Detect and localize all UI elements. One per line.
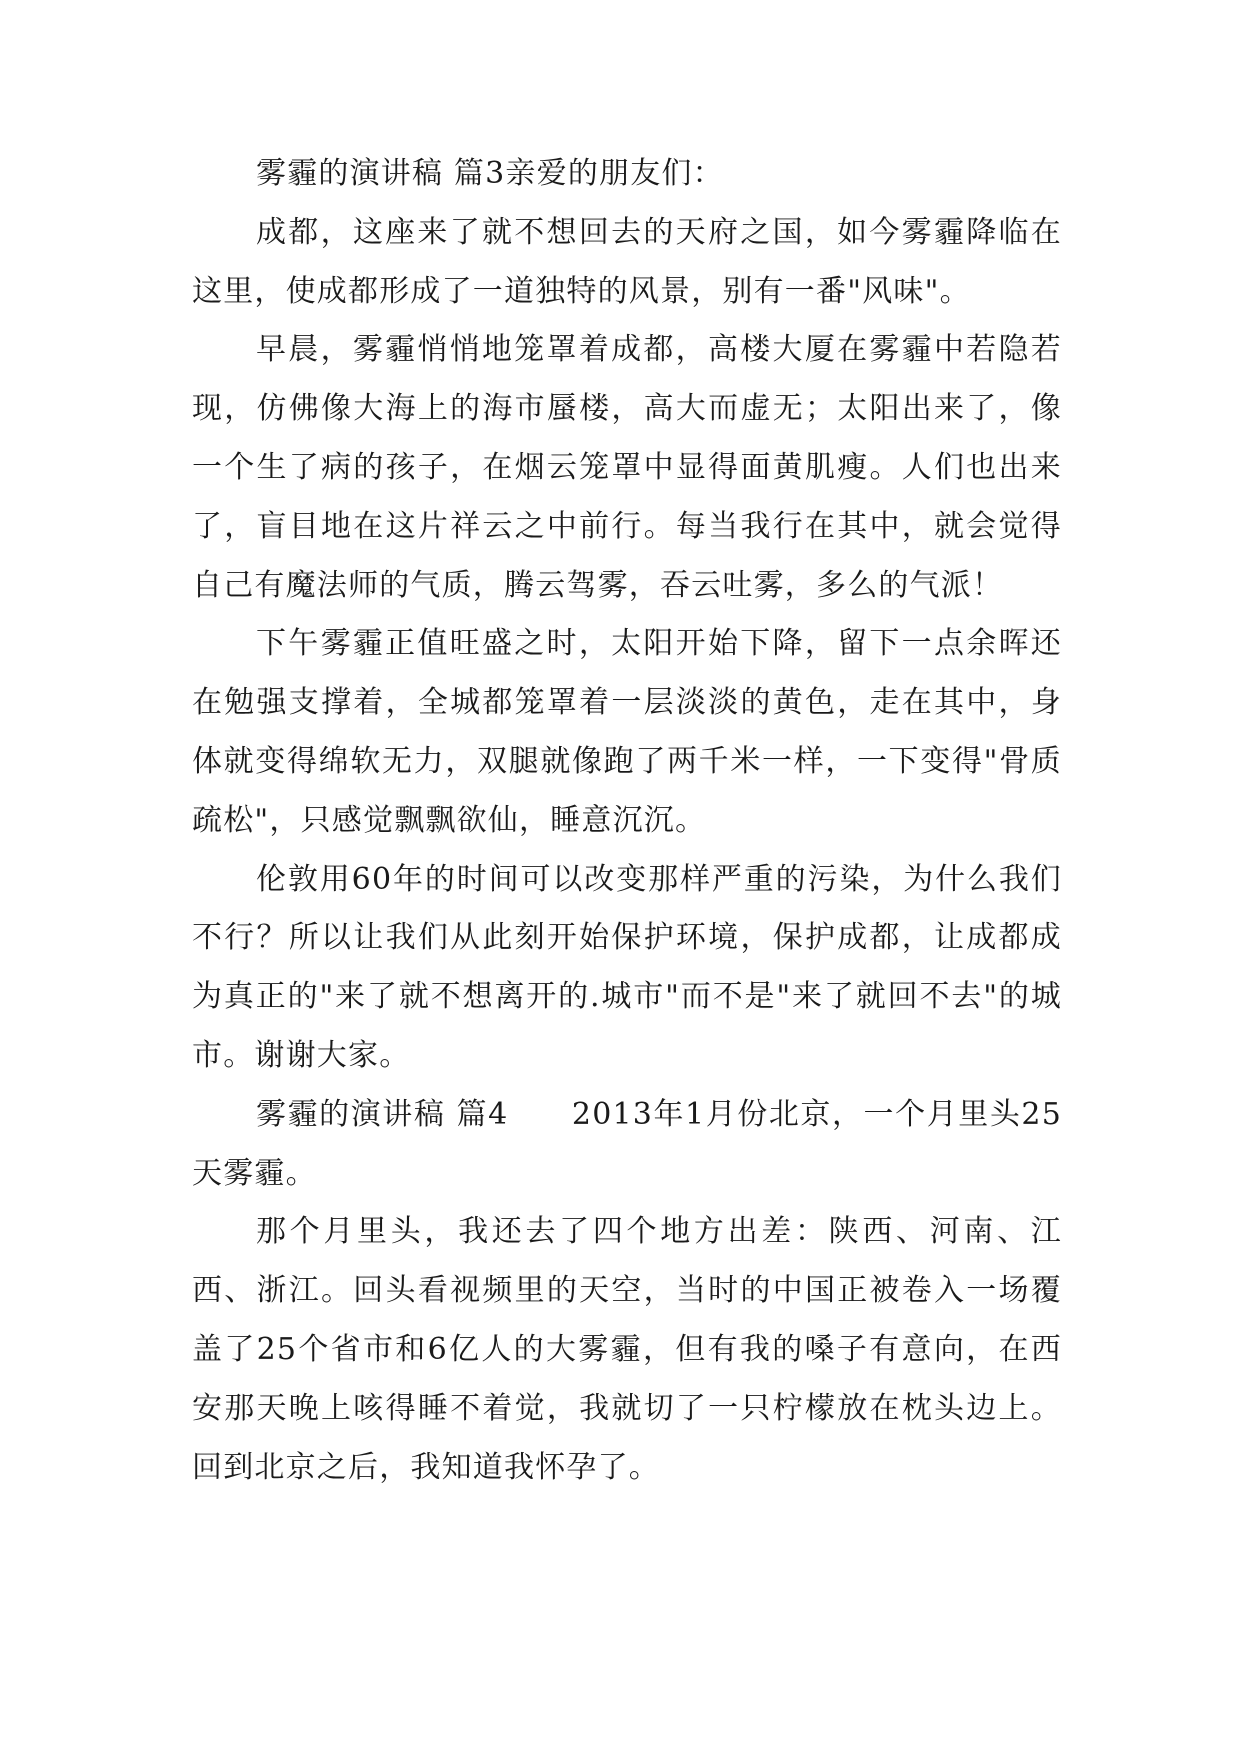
paragraph-speech-3-heading: 雾霾的演讲稿 篇3亲爱的朋友们： — [256, 156, 724, 191]
paragraph-afternoon: 下午雾霾正值旺盛之时，太阳开始下降，留下一点余晖还在勉强支撑着，全城都笼罩着一层淡淡的黄色，走在其中，身体就变得绵软无力，双腿就像跑了两千米一样，一下变得"骨质疏松"，只感觉飘飘欲仙，睡意沉沉。 — [192, 626, 1062, 838]
paragraph-speech-4-heading: 雾霾的演讲稿 篇4 2013年1月份北京，一个月里头25天雾霾。 — [192, 1096, 1062, 1191]
paragraph-morning: 早晨，雾霾悄悄地笼罩着成都，高楼大厦在雾霾中若隐若现，仿佛像大海上的海市蜃楼，高大而虚无；太阳出来了，像一个生了病的孩子，在烟云笼罩中显得面黄肌瘦。人们也出来了，盲目地在这片祥云之中前行。每当我行在其中，就会觉得自己有魔法师的气质，腾云驾雾，吞云吐雾，多么的气派！ — [192, 332, 1062, 603]
paragraph-business-trip: 那个月里头，我还去了四个地方出差：陕西、河南、江西、浙江。回头看视频里的天空，当时的中国正被卷入一场覆盖了25个省市和6亿人的大雾霾，但有我的嗓子有意向，在西安那天晚上咳得睡不着觉，我就切了一只柠檬放在枕头边上。回到北京之后，我知道我怀孕了。 — [192, 1214, 1062, 1485]
document-body — [192, 145, 1062, 1497]
paragraph-london: 伦敦用60年的时间可以改变那样严重的污染，为什么我们不行？所以让我们从此刻开始保护环境，保护成都，让成都成为真正的"来了就不想离开的.城市"而不是"来了就回不去"的城市。谢谢大家。 — [192, 861, 1062, 1073]
paragraph-chengdu-intro: 成都，这座来了就不想回去的天府之国，如今雾霾降临在这里，使成都形成了一道独特的风景，别有一番"风味"。 — [192, 214, 1062, 309]
